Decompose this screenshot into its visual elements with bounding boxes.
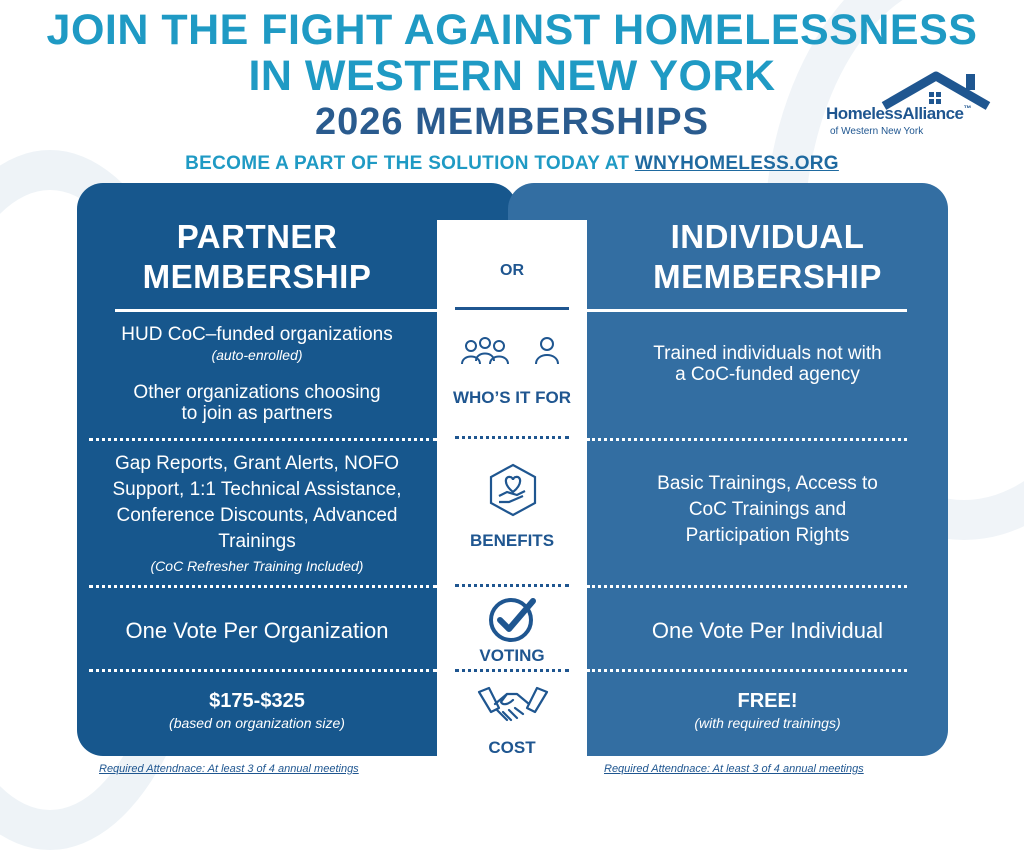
partner-title — [77, 217, 437, 297]
partner-benefits-line-4: Trainings — [218, 531, 296, 552]
individual-column — [587, 183, 948, 756]
partner-who-1-note: (auto-enrolled) — [211, 347, 303, 363]
partner-who-2-line-1: Other organizations choosing — [133, 382, 381, 403]
individual-cost-note: (with required trainings) — [694, 715, 841, 731]
partner-divider-3 — [89, 669, 437, 672]
center-divider-2 — [455, 584, 569, 587]
partner-column — [77, 183, 437, 756]
handshake-icon — [477, 682, 549, 728]
tagline — [0, 152, 1024, 176]
voting-label: VOTING — [479, 646, 545, 665]
individual-title-rule — [587, 309, 907, 312]
individual-who-line-1: Trained individuals not with — [653, 343, 882, 364]
people-icon — [459, 334, 565, 368]
heart-hand-icon — [487, 462, 539, 518]
checkmark-icon — [487, 593, 539, 645]
partner-divider-1 — [89, 438, 437, 441]
cost-label: COST — [488, 738, 536, 757]
partner-title-line-1: PARTNER — [176, 218, 338, 255]
logo-name-text: HomelessAlliance — [826, 104, 964, 123]
partner-benefits-line-3: Conference Discounts, Advanced — [116, 505, 398, 526]
individual-divider-1 — [587, 438, 907, 441]
individual-title-line-2: MEMBERSHIP — [653, 258, 882, 295]
individual-footer-note: Required Attendnace: At least 3 of 4 annual meetings — [604, 763, 864, 775]
or-label: OR — [500, 262, 524, 279]
partner-cost-note: (based on organization size) — [169, 715, 345, 731]
partner-benefits-note: (CoC Refresher Training Included) — [150, 558, 364, 574]
partner-benefits-line-2: Support, 1:1 Technical Assistance, — [112, 479, 402, 500]
logo-name — [826, 104, 971, 124]
page-subtitle: 2026 MEMBERSHIPS — [314, 101, 709, 143]
title-line-1: JOIN THE FIGHT AGAINST HOMELESSNESS — [46, 6, 978, 54]
partner-cost: $175-$325 — [209, 690, 305, 712]
partner-benefits-line-1: Gap Reports, Grant Alerts, NOFO — [114, 453, 400, 474]
individual-divider-3 — [587, 669, 907, 672]
partner-divider-2 — [89, 585, 437, 588]
individual-benefits-line-1: Basic Trainings, Access to — [657, 473, 878, 494]
partner-who-1: HUD CoC–funded organizations — [121, 324, 393, 345]
center-rule — [455, 307, 569, 310]
center-divider-1 — [455, 436, 569, 439]
partner-title-line-2: MEMBERSHIP — [142, 258, 372, 295]
individual-benefits-line-3: Participation Rights — [685, 525, 850, 546]
logo-subtitle: of Western New York — [830, 126, 924, 137]
partner-title-rule — [115, 309, 437, 312]
logo-trademark: ™ — [963, 104, 972, 113]
individual-title — [587, 217, 948, 297]
partner-footer-note: Required Attendnace: At least 3 of 4 annual meetings — [99, 763, 359, 775]
title-line-2: IN WESTERN NEW YORK — [248, 52, 776, 100]
center-strip — [437, 220, 587, 756]
partner-voting: One Vote Per Organization — [125, 618, 389, 643]
tagline-text: BECOME A PART OF THE SOLUTION TODAY AT — [185, 153, 635, 174]
who-label: WHO’S IT FOR — [452, 388, 572, 407]
website-link[interactable]: WNYHOMELESS.ORG — [634, 153, 839, 174]
partner-who-2-line-2: to join as partners — [181, 403, 333, 424]
individual-voting: One Vote Per Individual — [651, 618, 884, 643]
individual-cost: FREE! — [737, 690, 798, 712]
individual-who-line-2: a CoC-funded agency — [675, 364, 860, 385]
center-divider-3 — [455, 669, 569, 672]
individual-title-line-1: INDIVIDUAL — [670, 218, 865, 255]
benefits-label: BENEFITS — [469, 531, 555, 550]
individual-benefits-line-2: CoC Trainings and — [688, 499, 847, 520]
individual-divider-2 — [587, 585, 907, 588]
